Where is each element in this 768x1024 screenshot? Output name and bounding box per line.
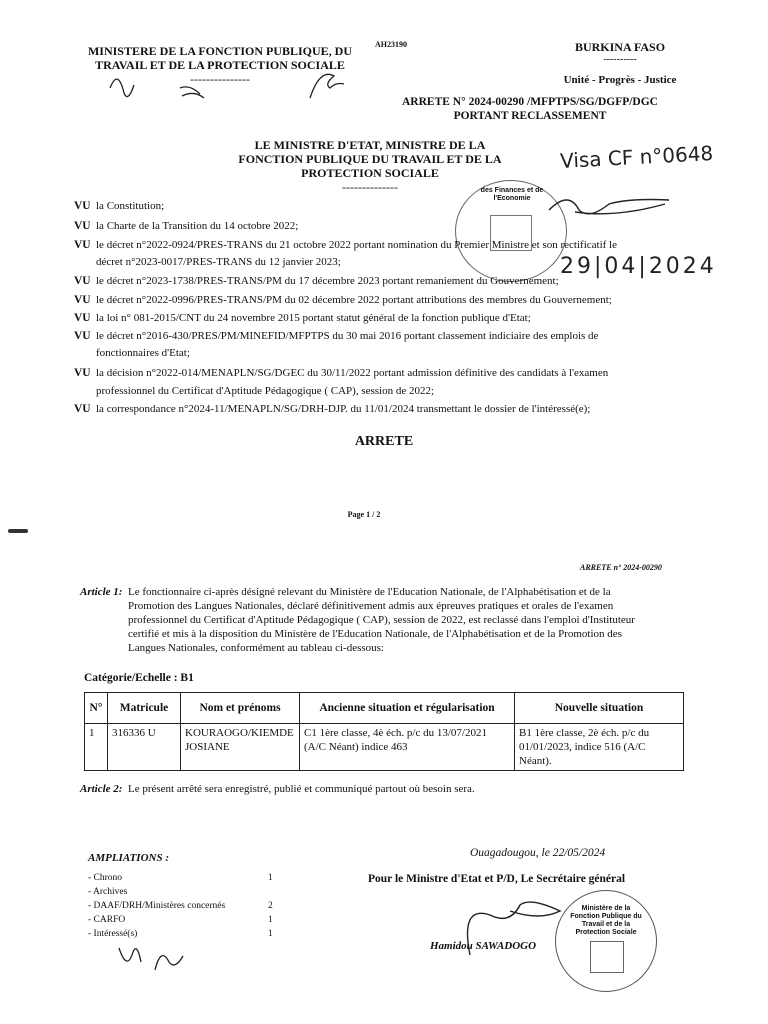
handwritten-date: 29|04|2024 xyxy=(560,254,717,279)
ampliation-item: - Archives xyxy=(88,887,128,897)
category-label: Catégorie/Echelle : B1 xyxy=(84,672,194,684)
article-2-body: Le présent arrêté sera enregistré, publié et communiqué partout où besoin sera. xyxy=(128,783,475,795)
col-matricule: Matricule xyxy=(108,693,181,724)
cell-old-situation: C1 1ère classe, 4è éch. p/c du 13/07/2021 (A/C Néant) indice 463 xyxy=(300,724,515,771)
article-1-label: Article 1: xyxy=(80,586,123,598)
authority-line-3: PROTECTION SOCIALE xyxy=(301,166,439,180)
col-name: Nom et prénoms xyxy=(181,693,300,724)
arrete-subject: PORTANT RECLASSEMENT xyxy=(453,110,607,122)
article-2-label: Article 2: xyxy=(80,783,123,795)
ampliations-title: AMPLIATIONS : xyxy=(88,852,169,864)
cell-matricule: 316336 U xyxy=(108,724,181,771)
table-header-row xyxy=(85,693,684,724)
page-number: Page 1 / 2 xyxy=(347,510,381,519)
ampliation-item: - Intéressé(s) 1 xyxy=(88,929,273,939)
signatory-name: Hamidou SAWADOGO xyxy=(430,940,537,952)
authority-line-2: FONCTION PUBLIQUE DU TRAVAIL ET DE LA xyxy=(238,152,502,166)
article-1-body: Le fonctionnaire ci-après désigné relevant du Ministère de l'Education Nationale, de l'Alphabétisation et de la Promotion des Langues Nationales, déclaré définitivement admis aux épreuves pratiques et orales de l'examen professionnel du Certificat d'Aptitude Pédagogique ( CAP), session de 2022, est reclassé dans l'emploi d'Instituteur certifié et mis à la disposition du Ministère de l'Education Nationale, de l'Alphabétisation et de la Promotion des Langues Nationales, conformément au tableau ci-dessous: xyxy=(128,586,635,654)
authority-rule: -------------- xyxy=(342,180,398,194)
national-motto: Unité - Progrès - Justice xyxy=(563,74,677,86)
ministry-rule: --------------- xyxy=(190,72,250,86)
ministry-seal-emblem xyxy=(590,941,624,973)
col-old-situation: Ancienne situation et régularisation xyxy=(300,693,515,724)
country-rule: ---------- xyxy=(603,54,637,65)
authority-line-1: LE MINISTRE D'ETAT, MINISTRE DE LA xyxy=(254,138,486,152)
article-1 xyxy=(80,585,680,655)
ministry-line-1: MINISTERE DE LA FONCTION PUBLIQUE, DU xyxy=(87,44,353,58)
article-2 xyxy=(80,782,680,798)
arrete-heading: ARRETE xyxy=(354,434,414,449)
place-and-date: Ouagadougou, le 22/05/2024 xyxy=(470,847,606,859)
table-row xyxy=(85,724,684,771)
handwritten-initials-bottom xyxy=(115,940,195,980)
arrete-title xyxy=(360,95,700,123)
col-number: N° xyxy=(85,693,108,724)
ministry-seal-text: Ministère de la Fonction Publique du Travail et de la Protection Sociale xyxy=(570,905,642,936)
col-new-situation: Nouvelle situation xyxy=(515,693,684,724)
handwritten-initials xyxy=(100,58,360,108)
ampliation-item: - DAAF/DRH/Ministères concernés 2 xyxy=(88,901,273,911)
finance-stamp-text: des Finances et de l'Economie xyxy=(480,187,544,202)
reclassification-table xyxy=(84,692,684,771)
handwritten-visa: Visa CF n°0648 xyxy=(559,141,714,173)
ampliation-item: - CARFO 1 xyxy=(88,915,273,925)
cell-name: KOURAOGO/KIEMDE JOSIANE xyxy=(181,724,300,771)
cell-new-situation: B1 1ère classe, 2è éch. p/c du 01/01/2023, indice 516 (A/C Néant). xyxy=(515,724,684,771)
ministry-seal xyxy=(555,890,657,992)
arrete-number: ARRETE N° 2024-00290 /MFPTPS/SG/DGFP/DGC xyxy=(401,96,658,108)
cell-number: 1 xyxy=(85,724,108,771)
signature-authority: Pour le Ministre d'Etat et P/D, Le Secrétaire général xyxy=(368,873,626,885)
page-two-reference: ARRETE n° 2024-00290 xyxy=(580,563,662,572)
scan-mark xyxy=(6,526,32,536)
ampliation-item: - Chrono 1 xyxy=(88,873,273,883)
reference-code: AH23190 xyxy=(375,40,407,49)
country-name: BURKINA FASO xyxy=(574,40,666,54)
ministry-line-2: TRAVAIL ET DE LA PROTECTION SOCIALE xyxy=(95,58,345,72)
